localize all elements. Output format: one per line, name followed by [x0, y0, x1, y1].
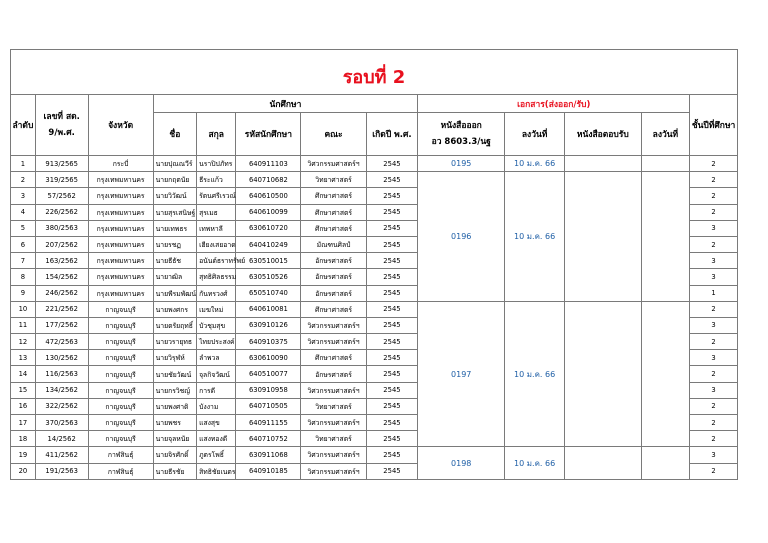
cell-surname: อนันต์ธราทรัพย์	[197, 253, 236, 269]
cell-reply-letter	[565, 301, 642, 447]
cell-province: กาญจนบุรี	[88, 415, 153, 431]
cell-faculty: วิทยาศาสตร์	[301, 431, 366, 447]
cell-birth-year: 2545	[366, 463, 418, 479]
header-date-1: ลงวันที่	[505, 113, 565, 156]
header-year-level: ชั้นปีที่ศึกษา	[690, 95, 738, 156]
cell-reply-letter	[565, 156, 642, 172]
cell-reg-no: 130/2562	[35, 350, 88, 366]
cell-name: นายจิรศักดิ์	[153, 447, 196, 463]
page-title-cell	[11, 50, 738, 95]
cell-order: 6	[11, 236, 36, 252]
cell-surname: บัวชุมสุข	[197, 317, 236, 333]
cell-letter-date: 10 ม.ค. 66	[505, 156, 565, 172]
cell-reg-no: 57/2562	[35, 188, 88, 204]
cell-reg-no: 913/2565	[35, 156, 88, 172]
cell-name: นายพชร	[153, 415, 196, 431]
cell-province: กาญจนบุรี	[88, 334, 153, 350]
cell-surname: สุรเมธ	[197, 204, 236, 220]
cell-order: 14	[11, 366, 36, 382]
cell-surname: สิทธิชัยเนตร	[197, 463, 236, 479]
cell-year-level: 2	[690, 398, 738, 414]
cell-faculty: วิศวกรรมศาสตร์ฯ	[301, 156, 366, 172]
cell-order: 11	[11, 317, 36, 333]
header-faculty: คณะ	[301, 113, 366, 156]
cell-year-level: 2	[690, 334, 738, 350]
cell-student-id: 640910185	[236, 463, 301, 479]
cell-name: นายกรวิชญ์	[153, 382, 196, 398]
cell-faculty: วิศวกรรมศาสตร์ฯ	[301, 334, 366, 350]
cell-province: กรุงเทพมหานคร	[88, 253, 153, 269]
cell-faculty: ศึกษาศาสตร์	[301, 204, 366, 220]
header-student-group: นักศึกษา	[153, 95, 418, 113]
cell-reg-no: 221/2562	[35, 301, 88, 317]
cell-reg-no: 163/2562	[35, 253, 88, 269]
cell-birth-year: 2545	[366, 382, 418, 398]
cell-faculty: ศึกษาศาสตร์	[301, 188, 366, 204]
cell-reg-no: 380/2563	[35, 220, 88, 236]
cell-student-id: 630510526	[236, 269, 301, 285]
cell-faculty: วิศวกรรมศาสตร์ฯ	[301, 447, 366, 463]
header-documents-group: เอกสาร(ส่งออก/รับ)	[418, 95, 690, 113]
cell-faculty: วิศวกรรมศาสตร์ฯ	[301, 382, 366, 398]
cell-surname: สุทธิศิลธรรม	[197, 269, 236, 285]
cell-year-level: 3	[690, 317, 738, 333]
cell-order: 17	[11, 415, 36, 431]
page-title: รอบที่ 2	[342, 66, 406, 88]
cell-faculty: วิทยาศาสตร์	[301, 172, 366, 188]
cell-student-id: 630510015	[236, 253, 301, 269]
cell-birth-year: 2545	[366, 220, 418, 236]
cell-surname: กันทรวงศ์	[197, 285, 236, 301]
cell-student-id: 630610720	[236, 220, 301, 236]
cell-surname: รัตนศรีเรวณ์	[197, 188, 236, 204]
cell-faculty: อักษรศาสตร์	[301, 269, 366, 285]
cell-year-level: 3	[690, 382, 738, 398]
cell-province: กาญจนบุรี	[88, 317, 153, 333]
cell-student-id: 640911103	[236, 156, 301, 172]
cell-order: 8	[11, 269, 36, 285]
header-surname: สกุล	[197, 113, 236, 156]
cell-reply-date	[641, 156, 690, 172]
cell-letter-date: 10 ม.ค. 66	[505, 301, 565, 447]
cell-student-id: 640510077	[236, 366, 301, 382]
cell-province: กาญจนบุรี	[88, 398, 153, 414]
cell-faculty: วิศวกรรมศาสตร์ฯ	[301, 463, 366, 479]
cell-birth-year: 2545	[366, 204, 418, 220]
cell-faculty: อักษรศาสตร์	[301, 285, 366, 301]
cell-name: นายธีธัช	[153, 253, 196, 269]
cell-birth-year: 2545	[366, 334, 418, 350]
cell-faculty: มัณฑนศิลป์	[301, 236, 366, 252]
cell-reg-no: 154/2562	[35, 269, 88, 285]
cell-reg-no: 207/2562	[35, 236, 88, 252]
cell-student-id: 630910126	[236, 317, 301, 333]
cell-order: 3	[11, 188, 36, 204]
cell-birth-year: 2545	[366, 236, 418, 252]
header-outgoing-letter: หนังสือออก อว 8603.3/นฐ	[418, 113, 505, 156]
cell-reg-no: 177/2562	[35, 317, 88, 333]
cell-birth-year: 2545	[366, 317, 418, 333]
cell-birth-year: 2545	[366, 301, 418, 317]
cell-name: นายชัยวัฒน์	[153, 366, 196, 382]
cell-name: นายพงศกร	[153, 301, 196, 317]
cell-student-id: 640610081	[236, 301, 301, 317]
cell-year-level: 2	[690, 431, 738, 447]
student-table	[10, 49, 738, 480]
cell-order: 9	[11, 285, 36, 301]
cell-order: 5	[11, 220, 36, 236]
cell-name: นายวรายุทธ	[153, 334, 196, 350]
cell-outgoing-letter: 0197	[418, 301, 505, 447]
cell-reg-no: 472/2563	[35, 334, 88, 350]
table-row	[11, 156, 738, 172]
cell-birth-year: 2545	[366, 285, 418, 301]
cell-reg-no: 134/2562	[35, 382, 88, 398]
cell-surname: ธีระแก้ว	[197, 172, 236, 188]
cell-reg-no: 322/2562	[35, 398, 88, 414]
header-student-id: รหัสนักศึกษา	[236, 113, 301, 156]
header-order: ลำดับ	[11, 95, 36, 156]
cell-birth-year: 2545	[366, 172, 418, 188]
cell-province: กาญจนบุรี	[88, 431, 153, 447]
cell-name: นายวิรุฬห์	[153, 350, 196, 366]
cell-faculty: อักษรศาสตร์	[301, 253, 366, 269]
cell-order: 4	[11, 204, 36, 220]
cell-reg-no: 191/2563	[35, 463, 88, 479]
cell-name: นายตรัยฤทธิ์	[153, 317, 196, 333]
cell-year-level: 2	[690, 236, 738, 252]
cell-student-id: 640410249	[236, 236, 301, 252]
cell-name: นายเทพธร	[153, 220, 196, 236]
cell-name: นายพีรมพัฒน์	[153, 285, 196, 301]
cell-surname: การดี	[197, 382, 236, 398]
cell-order: 12	[11, 334, 36, 350]
cell-student-id: 630910958	[236, 382, 301, 398]
cell-surname: ภูตรโพธิ์	[197, 447, 236, 463]
cell-reg-no: 370/2563	[35, 415, 88, 431]
cell-province: กาฬสินธุ์	[88, 447, 153, 463]
cell-faculty: ศึกษาศาสตร์	[301, 301, 366, 317]
cell-birth-year: 2545	[366, 366, 418, 382]
cell-order: 1	[11, 156, 36, 172]
cell-birth-year: 2545	[366, 156, 418, 172]
cell-province: กรุงเทพมหานคร	[88, 269, 153, 285]
cell-reply-date	[641, 447, 690, 479]
cell-name: นายรชฏ	[153, 236, 196, 252]
cell-province: กาฬสินธุ์	[88, 463, 153, 479]
header-province: จังหวัด	[88, 95, 153, 156]
cell-order: 19	[11, 447, 36, 463]
cell-name: นายสุรเสนิษฐ์	[153, 204, 196, 220]
cell-outgoing-letter: 0195	[418, 156, 505, 172]
cell-outgoing-letter: 0196	[418, 172, 505, 302]
cell-student-id: 640710505	[236, 398, 301, 414]
cell-student-id: 630911068	[236, 447, 301, 463]
cell-student-id: 630610090	[236, 350, 301, 366]
cell-reg-no: 116/2563	[35, 366, 88, 382]
cell-year-level: 3	[690, 269, 738, 285]
cell-order: 7	[11, 253, 36, 269]
cell-year-level: 2	[690, 204, 738, 220]
cell-surname: แสงทองดี	[197, 431, 236, 447]
cell-student-id: 640911155	[236, 415, 301, 431]
header-name: ชื่อ	[153, 113, 196, 156]
cell-surname: เทพหาลี	[197, 220, 236, 236]
cell-surname: เฮียงเสยอาด	[197, 236, 236, 252]
roster-sheet	[10, 49, 738, 480]
cell-birth-year: 2545	[366, 253, 418, 269]
cell-year-level: 2	[690, 188, 738, 204]
cell-year-level: 3	[690, 447, 738, 463]
cell-student-id: 640910375	[236, 334, 301, 350]
cell-year-level: 2	[690, 366, 738, 382]
cell-province: กรุงเทพมหานคร	[88, 188, 153, 204]
cell-birth-year: 2545	[366, 447, 418, 463]
cell-surname: แสงสุข	[197, 415, 236, 431]
cell-student-id: 640710752	[236, 431, 301, 447]
cell-province: กรุงเทพมหานคร	[88, 172, 153, 188]
cell-reply-letter	[565, 172, 642, 302]
cell-province: กรุงเทพมหานคร	[88, 285, 153, 301]
cell-province: กาญจนบุรี	[88, 366, 153, 382]
cell-province: กาญจนบุรี	[88, 301, 153, 317]
cell-reg-no: 246/2562	[35, 285, 88, 301]
cell-student-id: 640610500	[236, 188, 301, 204]
cell-year-level: 2	[690, 463, 738, 479]
cell-student-id: 640610099	[236, 204, 301, 220]
cell-year-level: 3	[690, 350, 738, 366]
cell-year-level: 3	[690, 220, 738, 236]
cell-order: 15	[11, 382, 36, 398]
cell-name: นายจุลหนัย	[153, 431, 196, 447]
cell-birth-year: 2545	[366, 269, 418, 285]
cell-order: 20	[11, 463, 36, 479]
cell-name: นายาฒิล	[153, 269, 196, 285]
cell-year-level: 1	[690, 285, 738, 301]
cell-faculty: อักษรศาสตร์	[301, 366, 366, 382]
header-birth-year: เกิดปี พ.ศ.	[366, 113, 418, 156]
cell-province: กรุงเทพมหานคร	[88, 204, 153, 220]
table-row	[11, 447, 738, 463]
cell-province: กาญจนบุรี	[88, 382, 153, 398]
cell-birth-year: 2545	[366, 398, 418, 414]
cell-year-level: 2	[690, 172, 738, 188]
cell-order: 18	[11, 431, 36, 447]
cell-faculty: วิศวกรรมศาสตร์ฯ	[301, 317, 366, 333]
cell-surname: จุลกิจวัฒน์	[197, 366, 236, 382]
cell-faculty: วิทยาศาสตร์	[301, 398, 366, 414]
cell-province: กรุงเทพมหานคร	[88, 236, 153, 252]
cell-faculty: ศึกษาศาสตร์	[301, 350, 366, 366]
cell-order: 2	[11, 172, 36, 188]
cell-year-level: 3	[690, 253, 738, 269]
cell-outgoing-letter: 0198	[418, 447, 505, 479]
cell-reply-date	[641, 172, 690, 302]
cell-name: นายธีรชัย	[153, 463, 196, 479]
cell-letter-date: 10 ม.ค. 66	[505, 172, 565, 302]
cell-reg-no: 319/2565	[35, 172, 88, 188]
cell-province: กระบี่	[88, 156, 153, 172]
cell-birth-year: 2545	[366, 350, 418, 366]
cell-faculty: วิศวกรรมศาสตร์ฯ	[301, 415, 366, 431]
cell-name: นายปุณณวีร์	[153, 156, 196, 172]
cell-year-level: 2	[690, 415, 738, 431]
cell-birth-year: 2545	[366, 415, 418, 431]
cell-reply-date	[641, 301, 690, 447]
header-reply-letter: หนังสือตอบรับ	[565, 113, 642, 156]
table-row	[11, 301, 738, 317]
cell-year-level: 2	[690, 301, 738, 317]
cell-surname: ลำพวล	[197, 350, 236, 366]
cell-name: นายพงศาติ	[153, 398, 196, 414]
cell-order: 10	[11, 301, 36, 317]
cell-order: 16	[11, 398, 36, 414]
cell-letter-date: 10 ม.ค. 66	[505, 447, 565, 479]
cell-reg-no: 411/2562	[35, 447, 88, 463]
cell-student-id: 640710682	[236, 172, 301, 188]
cell-surname: บังงาม	[197, 398, 236, 414]
cell-surname: นราปิปภัทร	[197, 156, 236, 172]
cell-faculty: ศึกษาศาสตร์	[301, 220, 366, 236]
cell-surname: เมฆใหม่	[197, 301, 236, 317]
cell-reg-no: 226/2562	[35, 204, 88, 220]
table-row	[11, 172, 738, 188]
cell-province: กรุงเทพมหานคร	[88, 220, 153, 236]
cell-name: นายวิวัฒน์	[153, 188, 196, 204]
header-date-2: ลงวันที่	[641, 113, 690, 156]
cell-name: นายกฤตนัย	[153, 172, 196, 188]
cell-surname: ไทยประสงค์	[197, 334, 236, 350]
cell-student-id: 650510740	[236, 285, 301, 301]
cell-year-level: 2	[690, 156, 738, 172]
cell-province: กาญจนบุรี	[88, 350, 153, 366]
cell-birth-year: 2545	[366, 431, 418, 447]
cell-reply-letter	[565, 447, 642, 479]
header-reg-no: เลขที่ สด. 9/พ.ศ.	[35, 95, 88, 156]
cell-reg-no: 14/2562	[35, 431, 88, 447]
cell-birth-year: 2545	[366, 188, 418, 204]
cell-order: 13	[11, 350, 36, 366]
